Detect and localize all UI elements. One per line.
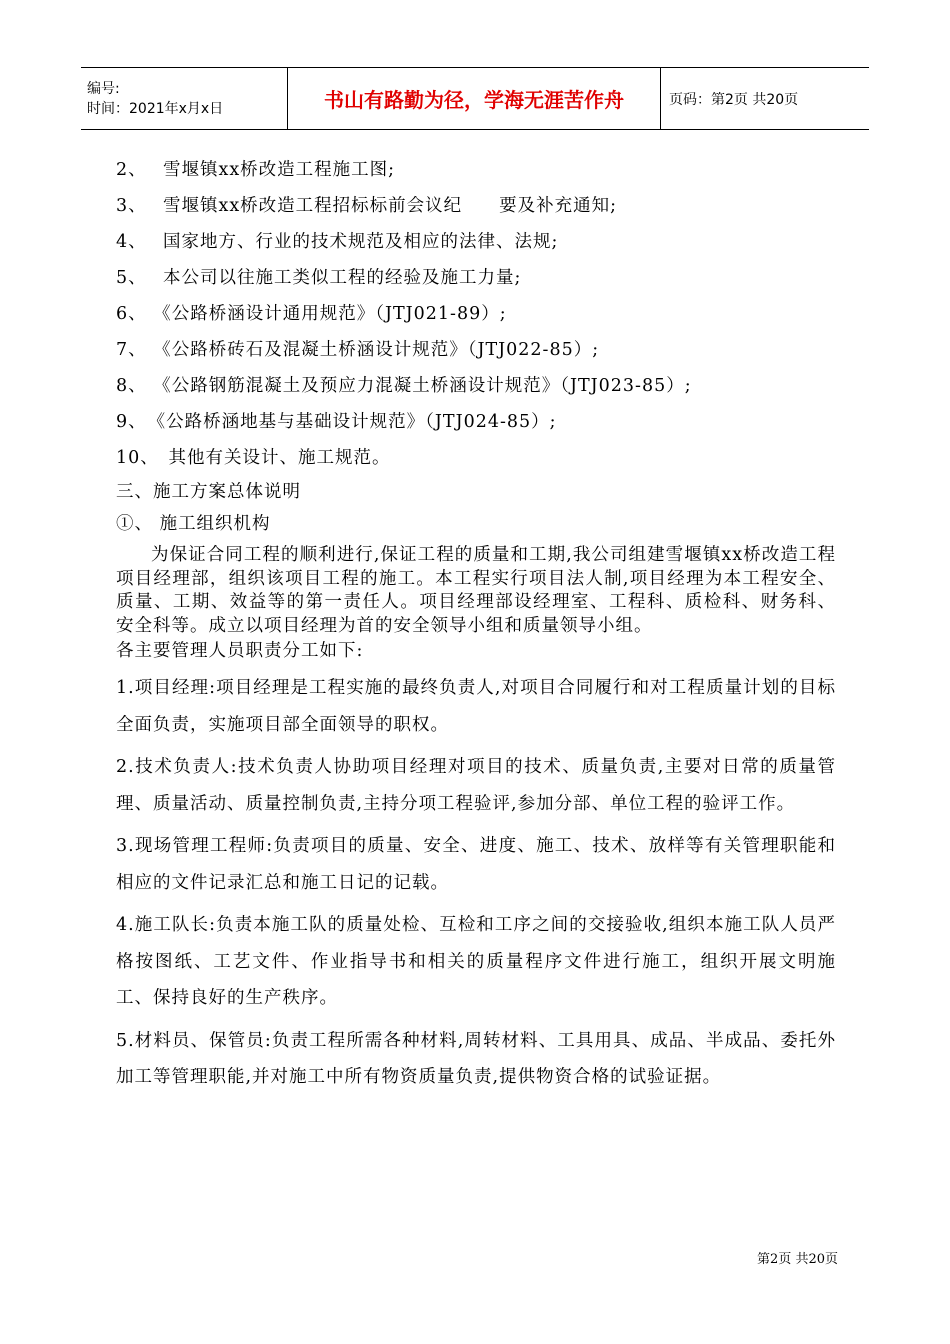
duty-item: 5.材料员、保管员:负责工程所需各种材料,周转材料、工具用具、成品、半成品、委托外加工等管理职能,并对施工中所有物资质量负责,提供物资合格的试验证据。 (116, 1030, 836, 1087)
reference-item: 8、 《公路钢筋混凝土及预应力混凝土桥涵设计规范》（JTJ023-85）; (116, 376, 692, 396)
duties-heading: 各主要管理人员职责分工如下: (116, 641, 364, 661)
reference-item: 7、 《公路桥砖石及混凝土桥涵设计规范》（JTJ022-85）; (116, 340, 600, 360)
reference-item: 2、 雪堰镇xx桥改造工程施工图; (116, 160, 396, 180)
reference-item: 5、 本公司以往施工类似工程的经验及施工力量; (116, 268, 522, 288)
header-meta (81, 68, 287, 129)
duty-item: 3.现场管理工程师:负责项目的质量、安全、进度、施工、技术、放样等有关管理职能和相应的文件记录汇总和施工日记的记载。 (116, 836, 836, 893)
subsection-title: ①、 施工组织机构 (116, 514, 271, 534)
document-body (116, 152, 836, 1096)
page-header (81, 67, 869, 130)
duty-item: 2.技术负责人:技术负责人协助项目经理对项目的技术、质量负责,主要对日常的质量管理、质量活动、质量控制负责,主持分项工程验评,参加分部、单位工程的验评工作。 (116, 757, 836, 814)
document-number-label: 编号: (87, 80, 120, 97)
reference-item: 10、 其他有关设计、施工规范。 (116, 448, 391, 468)
reference-item: 9、 《公路桥涵地基与基础设计规范》（JTJ024-85）; (116, 412, 557, 432)
reference-item: 6、 《公路桥涵设计通用规范》（JTJ021-89）; (116, 304, 507, 324)
duty-item: 1.项目经理:项目经理是工程实施的最终负责人,对项目合同履行和对工程质量计划的目标全面负责，实施项目部全面领导的职权。 (116, 678, 836, 735)
duty-item: 4.施工队长:负责本施工队的质量处检、互检和工序之间的交接验收,组织本施工队人员严格按图纸、工艺文件、作业指导书和相关的质量程序文件进行施工，组织开展文明施工、保持良好的生产秩序。 (116, 915, 836, 1008)
header-motto: 书山有路勤为径，学海无涯苦作舟 (287, 68, 661, 129)
document-time: 时间：2021年x月x日 (87, 100, 224, 117)
intro-paragraph: 为保证合同工程的顺利进行,保证工程的质量和工期,我公司组建雪堰镇xx桥改造工程项目经理部，组织该项目工程的施工。本工程实行项目法人制,项目经理为本工程安全、质量、工期、效益等的第一责任人。项目经理部设经理室、工程科、质检科、财务科、安全科等。成立以项目经理为首的安全领导小组和质量领导小组。 (116, 545, 836, 636)
page-footer: 第2页 共20页 (757, 1252, 838, 1267)
section-title: 三、施工方案总体说明 (116, 482, 301, 502)
reference-item: 3、 雪堰镇xx桥改造工程招标标前会议纪 要及补充通知; (116, 196, 618, 216)
reference-item: 4、 国家地方、行业的技术规范及相应的法律、法规; (116, 232, 559, 252)
header-page-info: 页码：第2页 共20页 (669, 91, 799, 108)
